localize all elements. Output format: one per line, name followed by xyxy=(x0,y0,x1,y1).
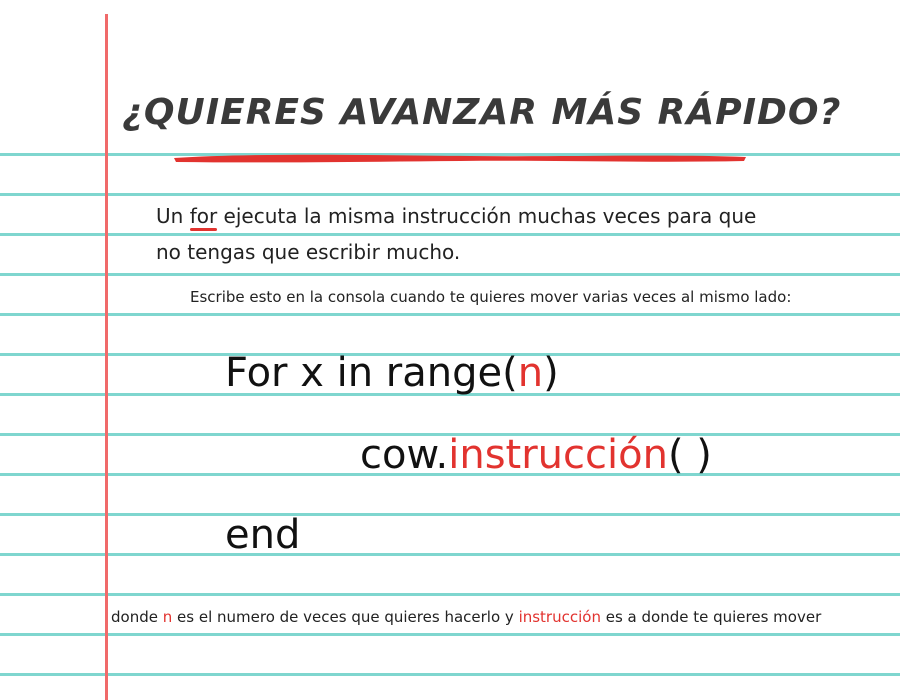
title-brush-underline xyxy=(170,149,750,165)
ruled-line xyxy=(0,313,900,316)
intro-text: Un xyxy=(156,204,184,228)
code-method: instrucción xyxy=(448,432,668,478)
ruled-line xyxy=(0,593,900,596)
margin-line xyxy=(105,14,108,700)
ruled-line xyxy=(0,193,900,196)
intro-line-1 xyxy=(156,204,796,228)
footer-note xyxy=(111,608,821,626)
for-keyword xyxy=(190,204,218,228)
ruled-line xyxy=(0,633,900,636)
ruled-line xyxy=(0,513,900,516)
instruction-note: Escribe esto en la consola cuando te quieres mover varias veces al mismo lado: xyxy=(190,288,792,306)
code-object: cow. xyxy=(360,432,449,478)
code-param-n: n xyxy=(517,350,544,396)
footer-text: es el numero de veces que quieres hacerlo y xyxy=(177,608,514,626)
intro-text: ejecuta la misma instrucción muchas veces para que xyxy=(223,204,757,228)
ruled-line xyxy=(0,233,900,236)
code-line-end: end xyxy=(225,512,301,558)
ruled-line xyxy=(0,673,900,676)
ruled-line xyxy=(0,273,900,276)
footer-method: instrucción xyxy=(518,608,601,626)
keyword-underline xyxy=(190,228,218,231)
page-title: ¿QUIERES AVANZAR MÁS RÁPIDO? xyxy=(122,92,842,133)
code-line-instruction xyxy=(360,432,712,478)
code-text: ( ) xyxy=(667,432,712,478)
ruled-line xyxy=(0,553,900,556)
footer-text: donde xyxy=(111,608,158,626)
code-text: For x in range( xyxy=(225,350,518,396)
intro-line-2: no tengas que escribir mucho. xyxy=(156,240,461,264)
for-keyword-text: for xyxy=(189,204,218,228)
code-line-for xyxy=(225,350,559,396)
code-text: ) xyxy=(543,350,559,396)
footer-param-n: n xyxy=(162,608,173,626)
footer-text: es a donde te quieres mover xyxy=(605,608,822,626)
